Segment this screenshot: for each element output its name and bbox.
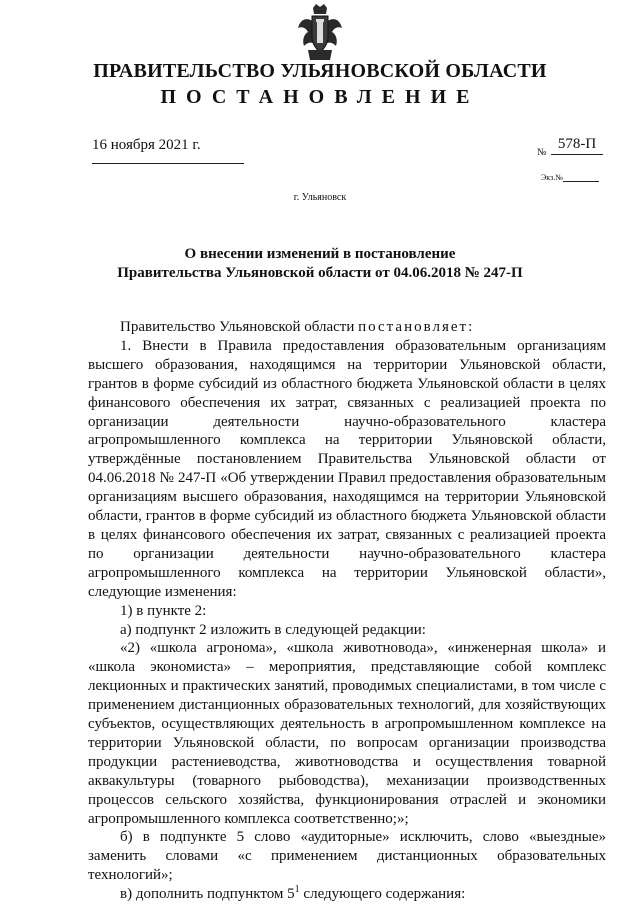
paragraph-3: а) подпункт 2 изложить в следующей редакции: <box>120 621 426 638</box>
document-number: 578-П <box>551 136 603 155</box>
intro-prefix: Правительство Ульяновской области <box>120 319 355 335</box>
document-date: 16 ноября 2021 г. <box>92 137 201 153</box>
document-title <box>0 245 640 283</box>
government-name: ПРАВИТЕЛЬСТВО УЛЬЯНОВСКОЙ ОБЛАСТИ <box>93 60 547 82</box>
number-sign: № <box>537 147 547 158</box>
p6-superscript: 1 <box>294 884 300 896</box>
p6-suffix: следующего содержания: <box>299 886 466 903</box>
copy-number-field <box>541 173 599 182</box>
paragraph-2: 1) в пункте 2: <box>120 602 207 619</box>
date-underline <box>92 163 244 164</box>
document-body <box>88 318 606 904</box>
title-line-1: О внесении изменений в постановление <box>184 246 456 262</box>
copy-number-label: Экз.№ <box>541 173 563 182</box>
p6-prefix: в) дополнить подпунктом 5 <box>120 886 295 903</box>
city: г. Ульяновск <box>293 192 347 203</box>
intro-verb: постановляет: <box>358 319 475 335</box>
paragraph-6 <box>88 885 606 904</box>
coat-of-arms-icon <box>296 2 344 62</box>
title-line-2: Правительства Ульяновской области от 04.06.2018 № 247-П <box>117 265 523 281</box>
document-type: ПОСТАНОВЛЕНИЕ <box>160 86 480 108</box>
intro-paragraph <box>88 318 606 337</box>
paragraph-1: 1. Внести в Правила предоставления образовательным организациям высшего образования, находящимся на территории Ульяновской области, грантов в форме субсидий из областного бюджета Ульяновской области в целях финансового обеспечения их затрат, связанных с реализацией проекта по организации деятельности научно-образовательного кластера агропромышленного комплекса на территории Ульяновской области, утверждённые постановлением Правительства Ульяновской области от 04.06.2018 № 247-П «Об утверждении Правил предоставления образовательным организациям высшего образования, находящимся на территории Ульяновской области, грантов в форме субсидий из областного бюджета Ульяновской области в целях финансового обеспечения их затрат, связанных с реализацией проекта по организации деятельности научно-образовательного кластера агропромышленного комплекса на территории Ульяновской области», следующие изменения: <box>88 337 606 600</box>
paragraph-5: б) в подпункте 5 слово «аудиторные» исключить, слово «выездные» заменить словами «с применением дистанционных образовательных технологий»; <box>88 829 606 884</box>
copy-number-line <box>563 181 599 182</box>
paragraph-4: «2) «школа агронома», «школа животновода», «инженерная школа» и «школа экономиста» – мероприятия, представляющие собой комплекс лекционных и практических занятий, проводимых специалистами, в том числе с применением дистанционных образовательных технологий, для хозяйствующих субъектов, осуществляющих деятельность в агропромышленном комплексе на территории Ульяновской области, по вопросам организации производства продукции растениеводства, животноводства и осуществления товарной аквакультуры (товарного рыбоводства), механизации производственных процессов сельского хозяйства, функционирования отраслей и экономики агропромышленного комплекса соответственно;»; <box>88 640 606 827</box>
